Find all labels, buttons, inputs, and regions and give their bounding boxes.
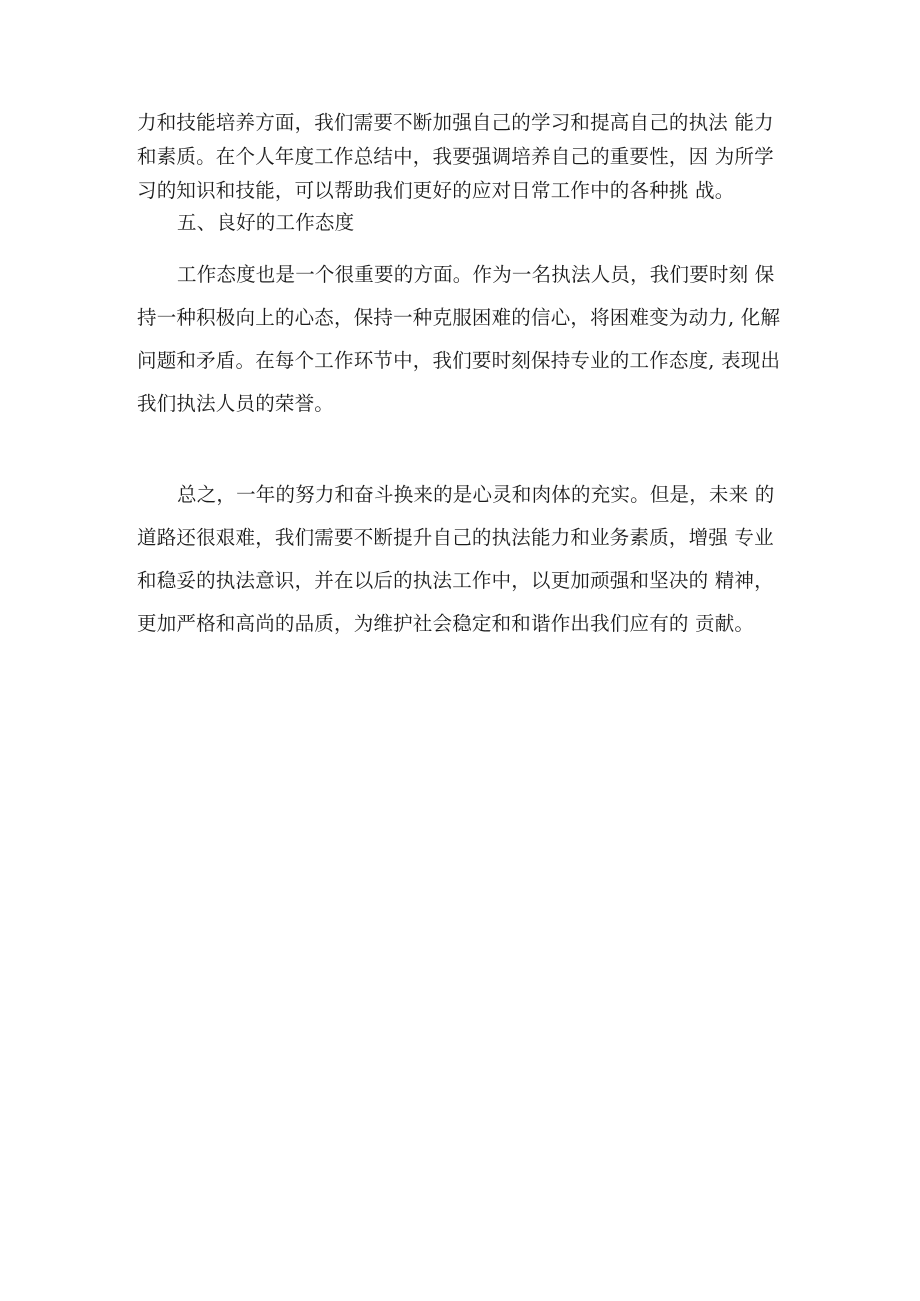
heading-text: 五、良好的工作态度 [177,211,355,234]
text-line: 总之，一年的努力和奋斗换来的是心灵和肉体的充实。但是，未来 的 [177,483,775,506]
text-line: 问题和矛盾。在每个工作环节中，我们要时刻保持专业的工作态度, 表现出 [137,349,781,372]
section-heading-work-attitude [177,206,797,240]
paragraph-work-attitude [137,258,797,421]
text-line: 持一种积极向上的心态，保持一种克服困难的信心，将困难变为动力, 化解 [137,306,781,329]
text-line: 习的知识和技能，可以帮助我们更好的应对日常工作中的各种挑 战。 [137,179,735,202]
paragraph-skills-continued [137,106,797,208]
text-line: 道路还很艰难，我们需要不断提升自己的执法能力和业务素质，增强 专业 [137,526,774,549]
text-line: 和稳妥的执法意识，并在以后的执法工作中，以更加顽强和坚决的 精神， [137,569,774,592]
text-line: 工作态度也是一个很重要的方面。作为一名执法人员，我们要时刻 保 [177,263,775,286]
text-line: 力和技能培养方面，我们需要不断加强自己的学习和提高自己的执法 能力 [137,111,774,134]
text-line: 我们执法人员的荣誉。 [137,392,335,415]
text-line: 和素质。在个人年度工作总结中，我要强调培养自己的重要性，因 为所学 [137,145,774,168]
text-line: 更加严格和高尚的品质，为维护社会稳定和和谐作出我们应有的 贡献。 [137,612,755,635]
paragraph-conclusion [137,478,797,641]
